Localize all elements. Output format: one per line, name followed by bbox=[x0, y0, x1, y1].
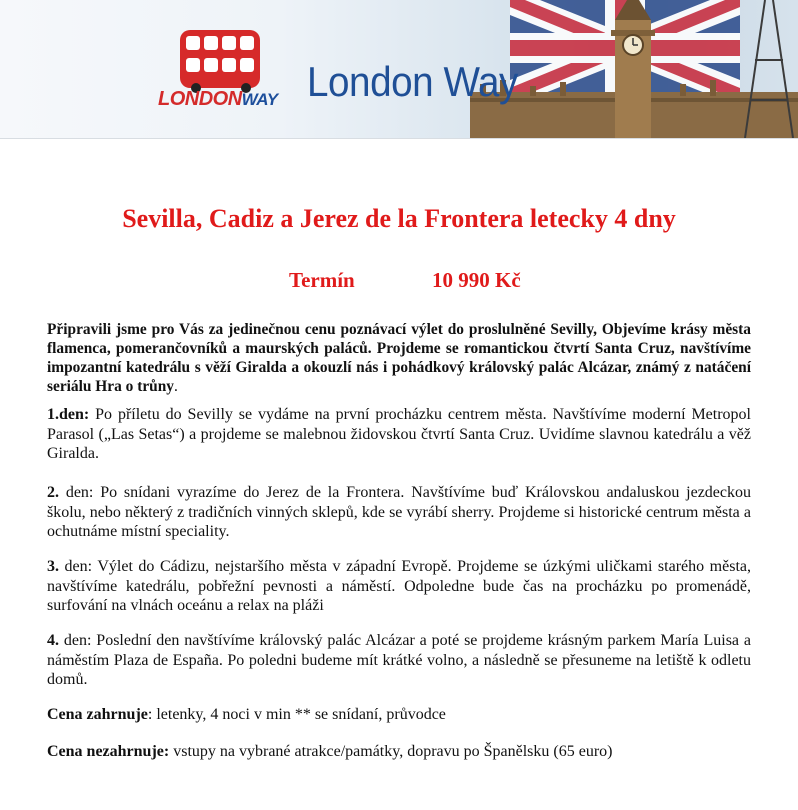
day-2-paragraph bbox=[47, 483, 751, 542]
price-excludes bbox=[47, 742, 751, 762]
logo-word-way: WAY bbox=[241, 90, 278, 109]
day-1-label: 1.den: bbox=[47, 406, 90, 423]
price-includes bbox=[47, 705, 751, 725]
day-4-text: den: Poslední den navštívíme královský palác Alcázar a poté se projdeme krásným parkem María Luisa a náměstím Plaza de España. Po poledni budeme mít krátké volno, a následně se přesuneme na letiště k odletu domů. bbox=[47, 632, 751, 688]
day-3-text: den: Výlet do Cádizu, nejstaršího města v západní Evropě. Projdeme se úzkými uličkami starého města, navštívíme katedrálu, pobřežní pevnosti a náměstí. Odpoledne bude čas na procházku po promenádě, surfování na vlnách oceánu a relax na pláži bbox=[47, 558, 751, 614]
logo-wordmark bbox=[158, 88, 278, 111]
brand-title: London Way bbox=[307, 58, 518, 105]
price-excludes-label: Cena nezahrnuje: bbox=[47, 743, 170, 760]
header-banner bbox=[0, 0, 798, 139]
day-2-label: 2. bbox=[47, 484, 59, 501]
tour-price: 10 990 Kč bbox=[432, 268, 521, 292]
intro-paragraph bbox=[47, 320, 751, 396]
intro-text-a: Připravili jsme pro Vás za jedinečnou cenu poznávací výlet do proslulněné Sevilly bbox=[47, 321, 594, 338]
day-3-label: 3. bbox=[47, 558, 59, 575]
tour-title: Sevilla, Cadiz a Jerez de la Frontera letecky 4 dny bbox=[122, 204, 676, 233]
london-skyline-image bbox=[470, 0, 798, 138]
price-excludes-text: vstupy na vybrané atrakce/památky, dopravu po Španělsku (65 euro) bbox=[169, 743, 613, 760]
termin-label: Termín bbox=[289, 268, 355, 292]
day-3-paragraph bbox=[47, 557, 751, 616]
intro-text-b: , Objevíme krásy města flamenca, pomerančovníků a maurských paláců. Projdeme se romantickou čtvrtí Santa Cruz, navštívíme impozantní katedrálu s věží Giralda a okouzlí nás i pohádkový královský palác Alcázar, známý z natáčení seriálu Hra o trůny bbox=[47, 321, 751, 395]
day-4-paragraph bbox=[47, 631, 751, 690]
price-includes-label: Cena zahrnuje bbox=[47, 706, 148, 723]
day-2-text: den: Po snídani vyrazíme do Jerez de la Frontera. Navštívíme buď Královskou andaluskou jezdeckou školu, nebo některý z tradičních vinných sklepů, kde se vyrábí sherry. Projdeme si historické centrum města a ochutnáme místní speciality. bbox=[47, 484, 751, 540]
intro-text-c: . bbox=[173, 378, 178, 395]
day-1-paragraph bbox=[47, 405, 751, 464]
logo-word-london: LONDON bbox=[158, 88, 242, 110]
price-includes-text: : letenky, 4 noci v min ** se snídaní, průvodce bbox=[147, 706, 446, 723]
day-1-text: Po příletu do Sevilly se vydáme na první procházku centrem města. Navštívíme moderní Metropol Parasol („Las Setas“) a projdeme se malebnou židovskou čtvrtí Santa Cruz. Uvidíme slavnou katedrálu a věž Giralda. bbox=[47, 406, 751, 462]
day-4-label: 4. bbox=[47, 632, 59, 649]
